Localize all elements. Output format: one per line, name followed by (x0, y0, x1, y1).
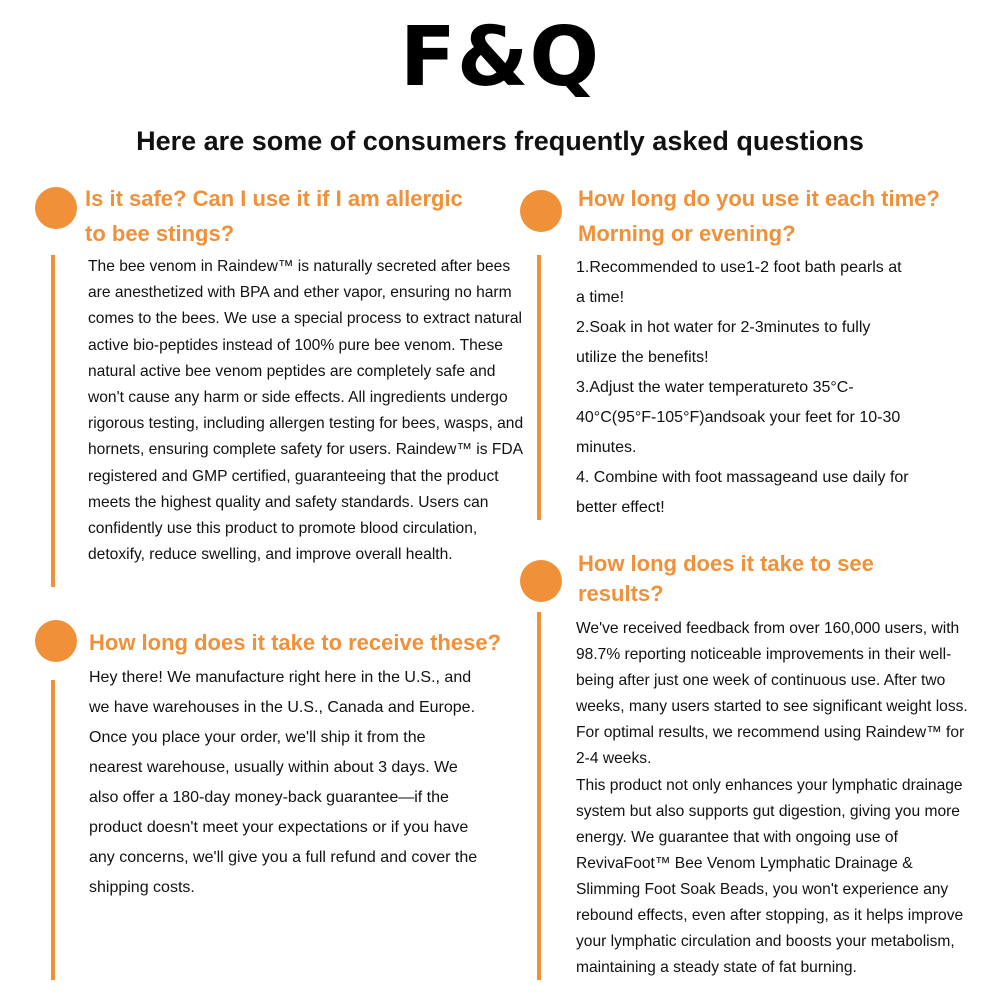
accent-divider (537, 612, 541, 980)
page-subtitle: Here are some of consumers frequently asked questions (136, 126, 864, 156)
faq-answer (576, 616, 980, 981)
bullet-dot-icon (35, 620, 77, 662)
usage-step: 2.Soak in hot water for 2-3minutes to fully utilize the benefits! (576, 319, 871, 366)
usage-step: 4. Combine with foot massageand use daily for better effect! (576, 469, 909, 516)
faq-answer: Hey there! We manufacture right here in the U.S., and we have warehouses in the U.S., Canada and Europe. Once you place your order, we'll ship it from the nearest warehouse, usually within about 3 days. We also offer a 180-day money-back guarantee—if the product doesn't meet your expectations or if you have any concerns, we'll give you a full refund and cover the shipping costs. (89, 669, 478, 896)
faq-question: How long does it take to see results? (578, 551, 874, 606)
bullet-dot-icon (35, 187, 77, 229)
results-paragraph: This product not only enhances your lymphatic drainage system but also supports gut digestion, giving you more energy. We guarantee that with ongoing use of RevivaFoot™ Bee Venom Lymphatic Drainage & Slimming Foot Soak Beads, you won't experience any rebound effects, even after stopping, as it helps improve your lymphatic circulation and boosts your metabolism, maintaining a steady state of fat burning. (576, 776, 964, 977)
bullet-dot-icon (520, 560, 562, 602)
faq-question: How long do you use it each time? Morning or evening? (578, 186, 940, 246)
accent-divider (51, 680, 55, 980)
usage-step: 3.Adjust the water temperatureto 35°C-40°C(95°F-105°F)andsoak your feet for 10-30 minutes. (576, 379, 901, 456)
page-title: F&Q (399, 10, 601, 105)
faq-answer (576, 253, 909, 523)
faq-question: How long does it take to receive these? (89, 630, 501, 655)
usage-step: 1.Recommended to use1-2 foot bath pearls at a time! (576, 259, 902, 306)
bullet-dot-icon (520, 190, 562, 232)
accent-divider (537, 255, 541, 520)
faq-answer: The bee venom in Raindew™ is naturally secreted after bees are anesthetized with BPA and ether vapor, ensuring no harm comes to the bees. We use a special process to extract natural active bio-peptides instead of 100% pure bee venom. These natural active bee venom peptides are completely safe and won't cause any harm or side effects. All ingredients undergo rigorous testing, including allergen testing for bees, wasps, and hornets, ensuring complete safety for users. Raindew™ is FDA registered and GMP certified, guaranteeing that the product meets the highest quality and safety standards. Users can confidently use this product to promote blood circulation, detoxify, reduce swelling, and improve overall health. (88, 258, 524, 564)
results-paragraph: We've received feedback from over 160,000 users, with 98.7% reporting noticeable improvements in their well-being after just one week of continuous use. After two weeks, many users started to see significant weight loss. For optimal results, we recommend using Raindew™ for 2-4 weeks. (576, 620, 968, 768)
accent-divider (51, 255, 55, 587)
faq-question: Is it safe? Can I use it if I am allergic to bee stings? (85, 186, 463, 246)
